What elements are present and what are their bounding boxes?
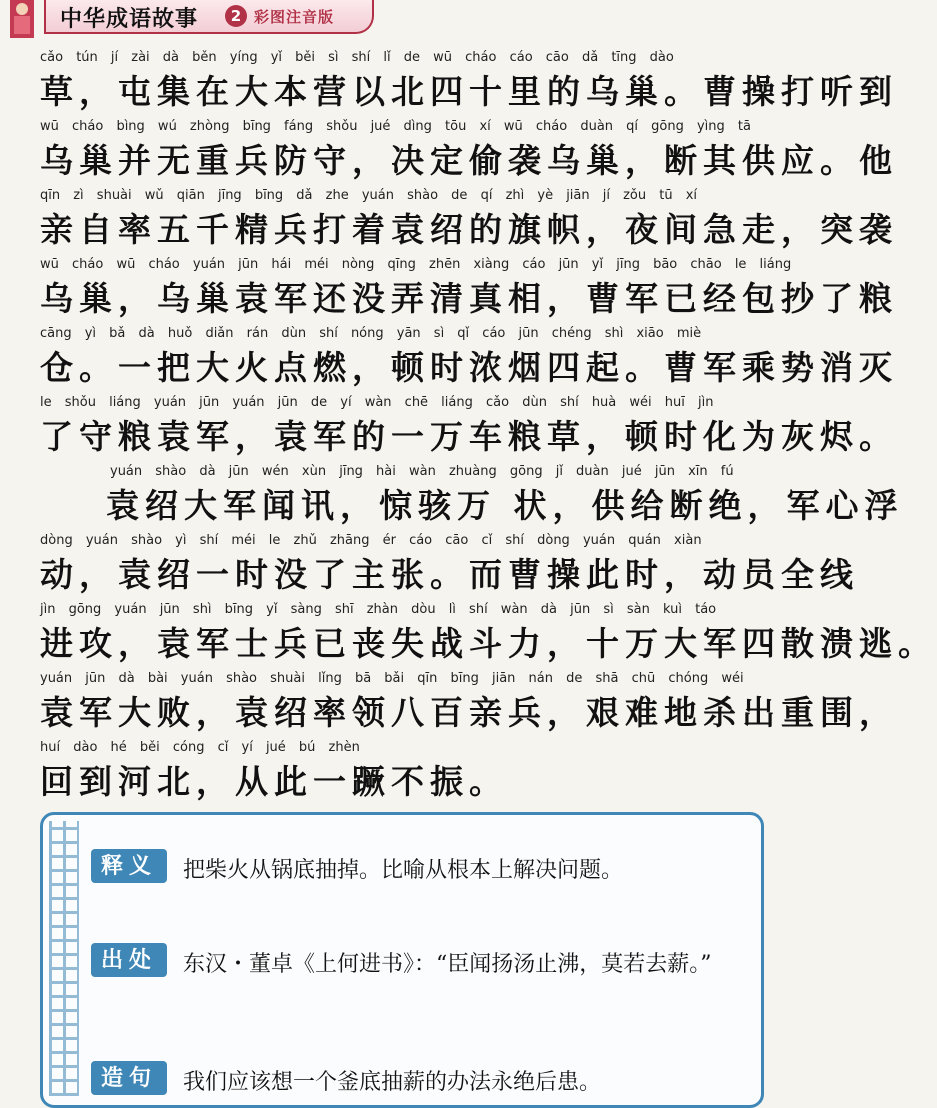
pinyin: cǎo tún jí zài dà běn yíng yǐ běi sì shí lǐ de wū cháo cáo cāo dǎ tīng dào [40, 50, 674, 65]
story-line [40, 389, 898, 458]
story-line [40, 251, 898, 320]
pinyin: le shǒu liáng yuán jūn yuán jūn de yí wàn chē liáng cǎo dùn shí huà wéi huī jìn [40, 395, 714, 410]
story-text [40, 44, 937, 803]
edition-subtitle: 彩图注音版 [254, 8, 335, 26]
hanzi: 仓。一把大火点燃，顿时浓烟四起。曹军乘势消灭 [40, 348, 898, 387]
story-line [40, 734, 770, 803]
source-text: 东汉・董卓《上何进书》：“臣闻扬汤止沸，莫若去薪。” [183, 952, 712, 977]
pinyin: wū cháo bìng wú zhòng bīng fáng shǒu jué dìng tōu xí wū cháo duàn qí gōng yìng tā [40, 119, 751, 134]
volume-badge: 2 [225, 5, 247, 27]
story-line [40, 596, 937, 665]
story-line [40, 113, 898, 182]
idiom-info-box [40, 812, 764, 1108]
pinyin: jìn gōng yuán jūn shì bīng yǐ sàng shī zhàn dòu lì shí wàn dà jūn sì sàn kuì táo [40, 602, 717, 617]
hanzi: 亲自率五千精兵打着袁绍的旗帜，夜间急走，突袭 [40, 210, 898, 249]
story-line [40, 320, 898, 389]
example-tag: 造句 [91, 1061, 167, 1095]
story-line [40, 527, 859, 596]
pinyin: dòng yuán shào yì shí méi le zhǔ zhāng ér cáo cāo cǐ shí dòng yuán quán xiàn [40, 533, 702, 548]
header-figure-illustration [0, 0, 44, 40]
story-line [40, 182, 898, 251]
pinyin: qīn zì shuài wǔ qiān jīng bīng dǎ zhe yuán shào de qí zhì yè jiān jí zǒu tū xí [40, 188, 698, 203]
page-header [0, 0, 800, 44]
hanzi: 乌巢并无重兵防守，决定偷袭乌巢，断其供应。他 [40, 141, 898, 180]
pinyin: huí dào hé běi cóng cǐ yí jué bú zhèn [40, 740, 360, 755]
story-line-indented [40, 458, 904, 527]
example-text: 我们应该想一个釜底抽薪的办法永绝后患。 [183, 1070, 602, 1095]
hanzi: 动，袁绍一时没了主张。而曹操此时，动员全线 [40, 555, 859, 594]
pinyin: wū cháo wū cháo yuán jūn hái méi nòng qīng zhēn xiàng cáo jūn yǐ jīng bāo chāo le liáng [40, 257, 792, 272]
hanzi: 袁军大败，袁绍率领八百亲兵，艰难地杀出重围， [40, 693, 898, 732]
story-line [40, 44, 898, 113]
hanzi: 回到河北，从此一蹶不振。 [40, 762, 508, 801]
pinyin: cāng yì bǎ dà huǒ diǎn rán dùn shí nóng yān sì qǐ cáo jūn chéng shì xiāo miè [40, 326, 702, 341]
book-title: 中华成语故事 [60, 6, 199, 32]
meaning-tag: 释义 [91, 849, 167, 883]
hanzi: 草，屯集在大本营以北四十里的乌巢。曹操打听到 [40, 72, 898, 111]
meaning-text: 把柴火从锅底抽掉。比喻从根本上解决问题。 [183, 858, 624, 883]
hanzi: 进攻，袁军士兵已丧失战斗力，十万大军四散溃逃。 [40, 624, 937, 663]
hanzi: 袁绍大军闻讯，惊骇万 状，供给断绝，军心浮 [106, 486, 904, 525]
pinyin: yuán jūn dà bài yuán shào shuài lǐng bā bǎi qīn bīng jiān nán de shā chū chóng wéi [40, 671, 744, 686]
hanzi: 了守粮袁军，袁军的一万车粮草，顿时化为灰烬。 [40, 417, 898, 456]
fret-border-pattern [49, 821, 79, 1096]
hanzi: 乌巢，乌巢袁军还没弄清真相，曹军已经包抄了粮 [40, 279, 898, 318]
story-line [40, 665, 898, 734]
pinyin: yuán shào dà jūn wén xùn jīng hài wàn zhuàng gōng jǐ duàn jué jūn xīn fú [110, 464, 734, 479]
source-tag: 出处 [91, 943, 167, 977]
